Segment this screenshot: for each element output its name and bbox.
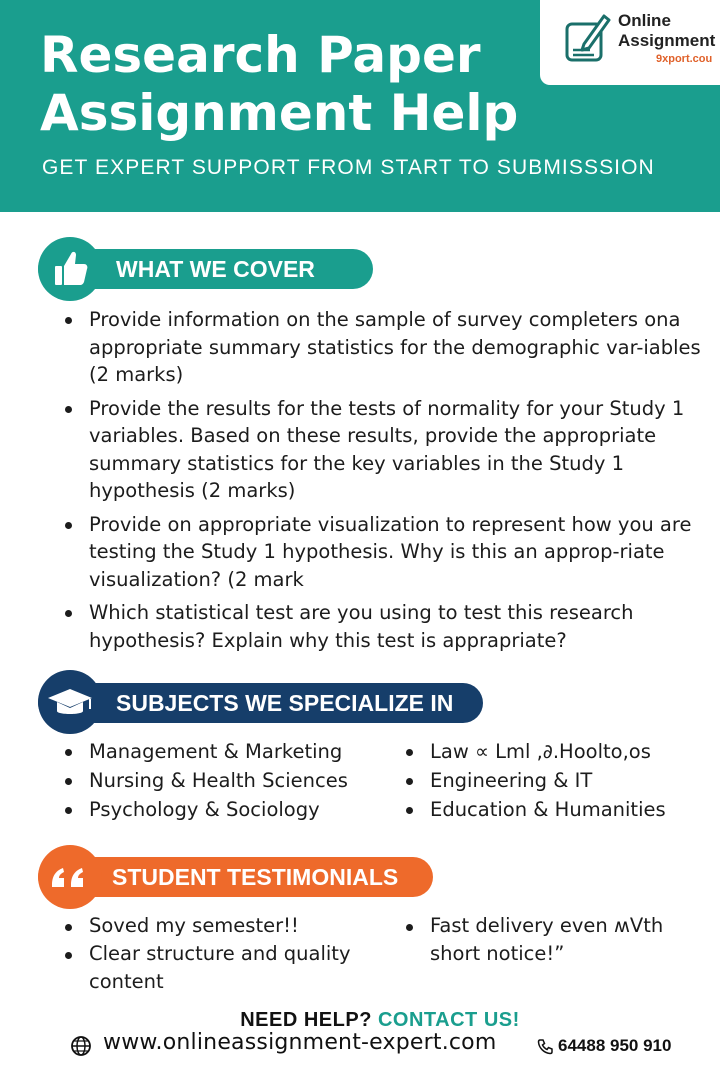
list-item: Provide information on the sample of survey completers ona appropriate summary statistics for the demographic var-iables (2 marks) bbox=[62, 306, 702, 389]
logo-text-line1: Online bbox=[618, 11, 671, 30]
list-item: Provide on appropriate visualization to represent how you are testing the Study 1 hypothesis. Why is this an approp-riate visualization? (2 mark bbox=[62, 511, 702, 594]
list-item: Engineering & IT bbox=[403, 766, 666, 795]
contact-us-link[interactable]: CONTACT US! bbox=[377, 1009, 520, 1031]
quote-icon bbox=[38, 845, 102, 909]
graduation-cap-icon bbox=[38, 670, 102, 734]
list-item: Nursing & Health Sciences bbox=[62, 766, 348, 795]
globe-icon bbox=[70, 1035, 92, 1057]
phone-icon bbox=[537, 1038, 554, 1055]
list-item: Management & Marketing bbox=[62, 737, 348, 766]
section-heading-testimonials: STUDENT TESTIMONIALS bbox=[38, 857, 433, 897]
thumbs-up-icon bbox=[38, 237, 102, 301]
list-item: Clear structure and quality content bbox=[62, 940, 392, 996]
testimonials-list-left bbox=[62, 912, 392, 996]
logo-text-line3: 9xport.cou bbox=[656, 53, 713, 65]
phone-number[interactable]: 64488 950 910 bbox=[558, 1036, 672, 1055]
list-item: Fast delivery even ʍVth short notice!” bbox=[403, 912, 703, 968]
subjects-list-right bbox=[403, 737, 666, 824]
list-item: Psychology & Sociology bbox=[62, 795, 348, 824]
list-item: Provide the results for the tests of normality for your Study 1 variables. Based on these results, provide the appropriate summary statistics for the key variables in the Study 1 hypothesis (2 marks) bbox=[62, 395, 702, 505]
logo-text-line2: Assignment bbox=[618, 31, 716, 50]
brand-logo[interactable] bbox=[540, 0, 720, 85]
contact-prompt bbox=[0, 1009, 720, 1032]
section-heading-cover: WHAT WE COVER bbox=[38, 249, 373, 289]
website-link[interactable]: www.onlineassignment-expert.com bbox=[103, 1030, 497, 1055]
list-item: Law ∝ Lml ,∂.Hoolto,os bbox=[403, 737, 666, 766]
page-title: Research Paper Assignment Help bbox=[40, 26, 519, 142]
section-heading-subjects: SUBJECTS WE SPECIALIZE IN bbox=[38, 683, 483, 723]
testimonials-list-right bbox=[403, 912, 703, 968]
list-item: Education & Humanities bbox=[403, 795, 666, 824]
notepad-pencil-icon bbox=[564, 12, 612, 64]
list-item: Soved my semester!! bbox=[62, 912, 392, 940]
subjects-list-left bbox=[62, 737, 348, 824]
list-item: Which statistical test are you using to test this research hypothesis? Explain why this test is apprapriate? bbox=[62, 599, 702, 654]
need-help-text: NEED HELP? bbox=[240, 1009, 372, 1031]
page-subtitle: GET EXPERT SUPPORT FROM START TO SUBMISSSION bbox=[42, 156, 655, 179]
cover-list bbox=[62, 306, 702, 660]
